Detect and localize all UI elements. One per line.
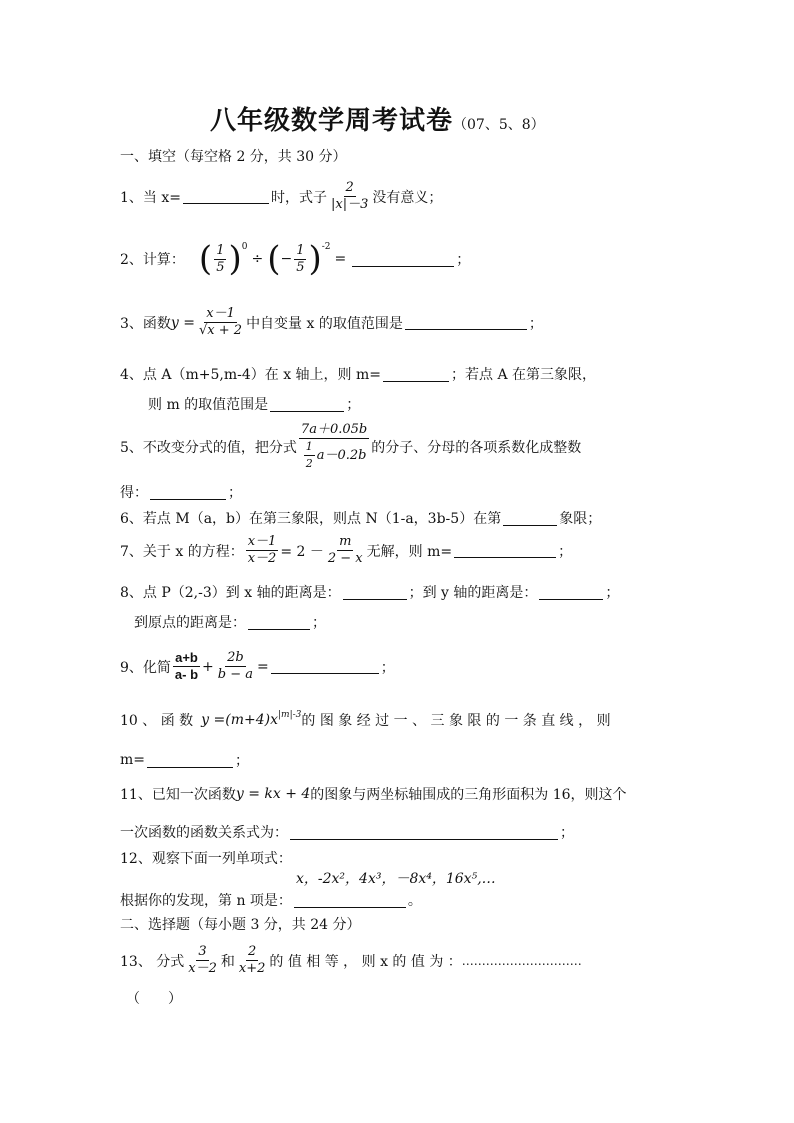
- q13-text-b: 的 值 相 等 ， 则 x 的 值 为 ：: [269, 953, 462, 970]
- question-4-cont: [148, 394, 360, 414]
- question-10: [120, 710, 611, 730]
- question-10-cont: [120, 750, 249, 770]
- q5-text-a: 5、不改变分式的值，把分式: [120, 440, 297, 456]
- q9-fraction-2: [216, 650, 255, 683]
- q1-frac-den: |x|－3: [330, 197, 369, 212]
- question-12: [120, 848, 292, 868]
- q8-text-c: ；: [605, 585, 620, 601]
- q9-end: ；: [380, 659, 395, 676]
- q2-fraction-1: [214, 243, 226, 276]
- q5-inner-fraction: [304, 439, 315, 472]
- q13-f1-num: 3: [198, 944, 207, 959]
- q13-text-a: 13、 分式: [120, 953, 185, 970]
- q8-text-d: 到原点的距离是：: [134, 615, 246, 631]
- q10-text-a: 10 、 函 数: [120, 713, 194, 729]
- question-13: [120, 944, 582, 977]
- q8-end: ；: [312, 615, 326, 631]
- q2-fraction-2: [294, 243, 306, 276]
- q10-expr: y =(m+4)x: [201, 712, 278, 728]
- q8-text-a: 8、点 P（2,-3）到 x 轴的距离是：: [120, 585, 341, 601]
- question-5: [120, 422, 581, 472]
- paren-close: ): [308, 239, 322, 279]
- q3-y: y =: [170, 314, 196, 331]
- question-9: [120, 650, 395, 683]
- q2-f2-den: 5: [296, 259, 305, 275]
- q2-exp-1: 0: [241, 242, 248, 252]
- q7-f2-num: m: [339, 534, 352, 549]
- q11-answer-blank[interactable]: [290, 825, 558, 840]
- q11-expr: y = kx + 4: [235, 786, 311, 802]
- q8-answer-blank-1[interactable]: [343, 585, 407, 600]
- q3-frac-den: √x + 2: [199, 323, 243, 338]
- q5-frac-num: 7a＋0.05b: [300, 422, 368, 437]
- question-12-cont: [120, 890, 422, 910]
- question-4: [120, 364, 596, 384]
- q1-answer-blank[interactable]: [183, 189, 269, 204]
- q13-answer-paren[interactable]: （ ）: [126, 991, 182, 1007]
- q7-fraction-1: [246, 534, 279, 567]
- q13-fraction-1: [186, 944, 219, 977]
- q11-text-b: 的图象与两坐标轴围成的三角形面积为 16，则这个: [310, 787, 627, 803]
- question-2: [120, 239, 471, 279]
- q6-text-a: 6、若点 M（a，b）在第三象限，则点 N（1-a，3b-5）在第: [120, 511, 502, 527]
- q7-text-b: 无解，则 m=: [366, 543, 453, 560]
- q1-frac-num: 2: [345, 180, 354, 195]
- question-13-cont: [126, 988, 182, 1008]
- section-fill-blank-heading: 一、填空（每空格 2 分，共 30 分）: [120, 149, 347, 165]
- question-11-cont: [120, 822, 574, 842]
- q4-text-c: 则 m 的取值范围是: [148, 397, 269, 413]
- q8-text-b: ；到 y 轴的距离是：: [408, 585, 538, 601]
- paren-open: (: [198, 239, 213, 279]
- q10-text-c: m=: [120, 752, 146, 768]
- q4-text-a: 4、点 A（m+5,m-4）在 x 轴上，则 m=: [120, 367, 381, 383]
- q12-answer-blank[interactable]: [294, 893, 406, 908]
- question-3: [120, 306, 543, 339]
- q5-fraction: [299, 422, 369, 472]
- q12-sequence: x，-2x²，4x³，－8x⁴，16x⁵,…: [296, 871, 496, 887]
- q4-end: ；: [346, 397, 361, 413]
- q2-end: ；: [456, 252, 471, 268]
- question-12-sequence: [296, 868, 496, 888]
- page-title: 八年级数学周考试卷: [210, 106, 454, 136]
- q10-answer-blank[interactable]: [147, 753, 233, 768]
- paren-open: (: [267, 239, 281, 279]
- q2-exp-2: -2: [321, 242, 331, 252]
- q9-f1-den: a- b: [174, 667, 199, 682]
- q9-f2-num: 2b: [227, 650, 244, 665]
- question-11: [120, 784, 627, 804]
- q11-end: ；: [560, 825, 574, 841]
- q7-mid: = 2 －: [280, 543, 324, 560]
- q6-text-b: 象限；: [559, 511, 602, 527]
- q2-equals: =: [334, 251, 347, 267]
- q4-answer-blank-1[interactable]: [383, 367, 449, 382]
- q13-f2-num: 2: [247, 944, 257, 959]
- question-1: [120, 180, 442, 213]
- q3-text-b: 中自变量 x 的取值范围是: [246, 315, 403, 332]
- q6-answer-blank[interactable]: [503, 511, 557, 526]
- title-row: [210, 100, 545, 137]
- q9-text-a: 9、化简: [120, 659, 171, 676]
- minus-sign: −: [280, 251, 293, 267]
- q13-and: 和: [220, 953, 235, 970]
- q1-text-c: 没有意义；: [372, 189, 443, 206]
- q3-text-a: 3、函数: [120, 315, 171, 332]
- question-5-cont: [120, 482, 242, 502]
- q8-answer-blank-3[interactable]: [248, 615, 310, 630]
- q7-end: ；: [558, 543, 573, 560]
- q7-answer-blank[interactable]: [454, 543, 556, 558]
- q5-text-c: 得：: [120, 485, 148, 501]
- q1-fraction: [329, 180, 370, 213]
- q3-frac-num: x－1: [206, 306, 235, 321]
- q5-answer-blank[interactable]: [150, 485, 226, 500]
- q5-text-b: 的分子、分母的各项系数化成整数: [371, 440, 582, 456]
- q3-answer-blank[interactable]: [405, 315, 527, 330]
- q12-text-b: 根据你的发现，第 n 项是：: [120, 893, 292, 909]
- q9-f2-den: b − a: [217, 667, 254, 682]
- q13-f2-den: x+2: [238, 961, 266, 976]
- section-choice-heading: 二、选择题（每小题 3 分，共 24 分）: [120, 917, 361, 933]
- q3-end: ；: [528, 315, 543, 332]
- q5-end: ；: [228, 485, 242, 501]
- q7-fraction-2: [326, 534, 365, 567]
- q13-fraction-2: [237, 944, 268, 977]
- q5-inner-num: 1: [304, 439, 315, 456]
- q7-f1-den: x－2: [247, 551, 277, 566]
- q1-text-a: 1、当 x=: [120, 189, 181, 206]
- q2-f2-num: 1: [296, 242, 305, 258]
- q11-text-c: 一次函数的函数关系式为：: [120, 825, 288, 841]
- q7-text-a: 7、关于 x 的方程：: [120, 543, 244, 560]
- q4-answer-blank-2[interactable]: [270, 397, 344, 412]
- q5-inner-den: 2: [305, 457, 313, 470]
- question-7: [120, 534, 572, 567]
- question-8: [120, 582, 619, 602]
- q9-equals: =: [257, 658, 269, 675]
- q2-operator: ÷: [251, 251, 264, 267]
- q11-text-a: 11、已知一次函数: [120, 787, 236, 803]
- q13-f1-den: x－2: [188, 961, 217, 976]
- question-6: [120, 508, 601, 528]
- q12-text-a: 12、观察下面一列单项式：: [120, 851, 292, 867]
- q2-f1-den: 5: [216, 259, 225, 275]
- q7-f1-num: x－1: [247, 534, 277, 549]
- q8-answer-blank-2[interactable]: [539, 585, 603, 600]
- q10-text-b: 的 图 象 经 过 一 、 三 象 限 的 一 条 直 线 ， 则: [301, 713, 611, 729]
- exam-date: （07、5、8）: [453, 117, 545, 133]
- q2-label: 2、计算：: [120, 252, 185, 268]
- q9-plus: +: [202, 658, 214, 675]
- q12-end: 。: [407, 893, 422, 909]
- q2-answer-blank[interactable]: [352, 252, 454, 267]
- q2-f1-num: 1: [216, 242, 225, 258]
- q10-end: ；: [235, 753, 250, 769]
- q10-exponent: |m|-3: [278, 710, 302, 720]
- q7-f2-den: 2 − x: [327, 551, 363, 566]
- q9-fraction-1: [173, 650, 200, 683]
- paren-close: ): [228, 239, 242, 279]
- q13-dots: …………………………: [461, 953, 582, 968]
- q9-f1-num: a+b: [175, 650, 198, 665]
- q1-text-b: 时，式子: [270, 189, 327, 206]
- question-8-cont: [134, 612, 326, 632]
- q5-frac-den: [300, 439, 369, 472]
- q3-fraction: [197, 306, 244, 339]
- q9-answer-blank[interactable]: [271, 659, 379, 674]
- q4-text-b: ；若点 A 在第三象限，: [451, 367, 597, 383]
- q5-den-rest: a－0.2b: [316, 447, 367, 463]
